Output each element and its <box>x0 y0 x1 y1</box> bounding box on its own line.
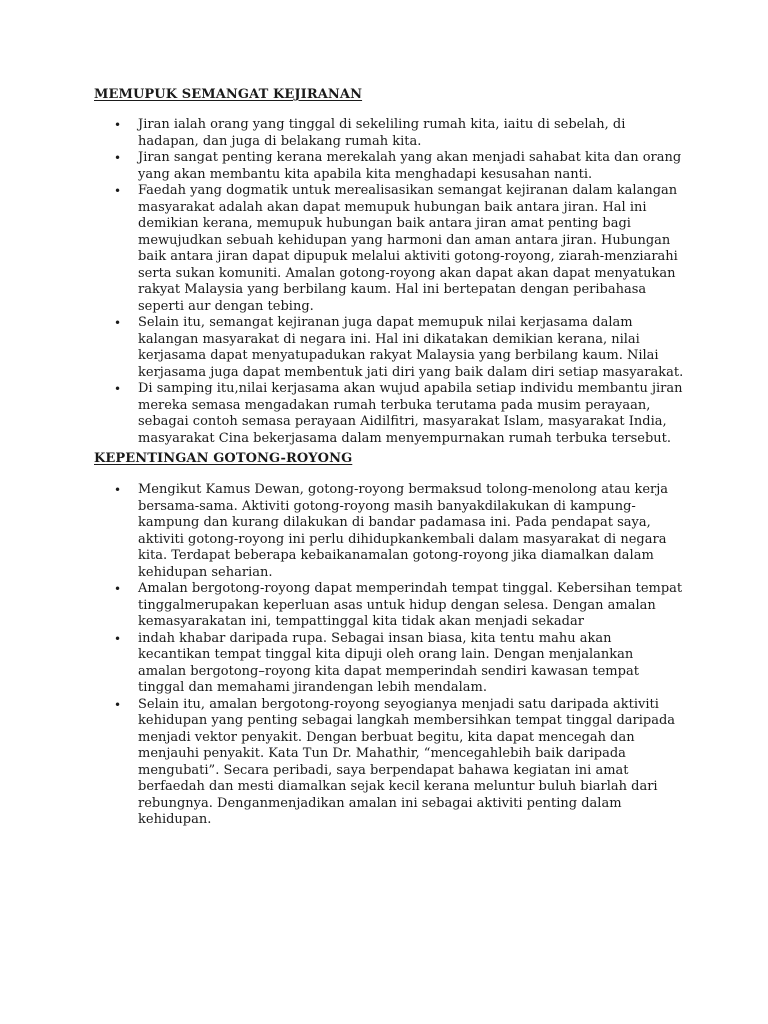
bullet-icon: • <box>114 582 122 596</box>
bullet-icon: • <box>114 697 122 712</box>
list-item <box>94 381 684 447</box>
list-item-text: Di samping itu,nilai kerjasama akan wujud apabila setiap individu membantu jiran mereka semasa mengadakan rumah terbuka terutama pada musim perayaan, sebagai contoh semasa perayaan Aidilfitri, masyarakat Islam, masyarakat India, masyarakat Cina bekerjasama dalam menyempurnakan rumah terbuka tersebut. <box>138 381 683 446</box>
kejiranan-list <box>94 117 684 447</box>
list-item-text: Jiran sangat penting kerana merekalah yang akan menjadi sahabat kita dan orang yang akan membantu kita apabila kita menghadapi kesusahan nanti. <box>138 150 682 182</box>
list-item-text: Amalan bergotong-royong dapat memperindah tempat tinggal. Kebersihan tempat tinggalmerupakan keperluan asas untuk hidup dengan selesa. Dengan amalan kemasyarakatan ini, tempattinggal kita tidak akan menjadi sekadar <box>138 581 683 629</box>
list-item-text: Jiran ialah orang yang tinggal di sekeliling rumah kita, iaitu di sebelah, di hadapan, dan juga di belakang rumah kita. <box>138 117 626 149</box>
list-item <box>94 631 684 697</box>
list-item <box>94 697 684 829</box>
gotong-royong-list <box>94 482 684 829</box>
bullet-icon: • <box>114 483 122 497</box>
bullet-icon: • <box>114 316 122 330</box>
list-item-text: Faedah yang dogmatik untuk merealisasikan semangat kejiranan dalam kalangan masyarakat adalah akan dapat memupuk hubungan baik antara jiran. Hal ini demikian kerana, memupuk hubungan baik antara jiran amat penting bagi mewujudkan sebuah kehidupan yang harmoni dan aman antara jiran. Hubungan baik antara jiran dapat dipupuk melalui aktiviti gotong-royong, ziarah-menziarahi serta sukan komuniti. Amalan gotong-royong akan dapat akan dapat menyatukan rakyat Malaysia yang berbilang kaum. Hal ini bertepatan dengan peribahasa seperti aur dengan tebing. <box>138 183 678 314</box>
bullet-icon: • <box>114 184 122 198</box>
list-item-text: Mengikut Kamus Dewan, gotong-royong bermaksud tolong-menolong atau kerja bersama-sama. Aktiviti gotong-royong masih banyakdilakukan di kampung-kampung dan kurang dilakukan di bandar padamasa ini. Pada pendapat saya, aktiviti gotong-royong ini perlu dihidupkankembali dalam masyarakat di negara kita. Terdapat beberapa kebaikanamalan gotong-royong jika diamalkan dalam kehidupan seharian. <box>138 482 669 580</box>
list-item <box>94 581 684 631</box>
bullet-icon: • <box>114 631 122 646</box>
bullet-icon: • <box>114 151 122 165</box>
list-item-text: Selain itu, semangat kejiranan juga dapat memupuk nilai kerjasama dalam kalangan masyarakat di negara ini. Hal ini dikatakan demikian kerana, nilai kerjasama dapat menyatupadukan rakyat Malaysia yang berbilang kaum. Nilai kerjasama juga dapat membentuk jati diri yang baik dalam diri setiap masyarakat. <box>138 315 684 380</box>
list-item <box>94 150 684 183</box>
list-item <box>94 482 684 581</box>
list-item-text: Selain itu, amalan bergotong-royong seyogianya menjadi satu daripada aktiviti kehidupan yang penting sebagai langkah membersihkan tempat tinggal daripada menjadi vektor penyakit. Dengan berbuat begitu, kita dapat mencegah dan menjauhi penyakit. Kata Tun Dr. Mahathir, “mencegahlebih baik daripada mengubati”. Secara peribadi, saya berpendapat bahawa kegiatan ini amat berfaedah dan mesti diamalkan sejak kecil kerana meluntur buluh biarlah dari rebungnya. Denganmenjadikan amalan ini sebagai aktiviti penting dalam kehidupan. <box>138 696 676 827</box>
list-item-text: indah khabar daripada rupa. Sebagai insan biasa, kita tentu mahu akan kecantikan tempat tinggal kita dipuji oleh orang lain. Dengan menjalankan amalan bergotong–royong kita dapat memperindah sendiri kawasan tempat tinggal dan memahami jirandengan lebih mendalam. <box>138 630 639 695</box>
section-heading-kejiranan: MEMUPUK SEMANGAT KEJIRANAN <box>94 87 363 102</box>
list-item <box>94 117 684 150</box>
list-item <box>94 183 684 315</box>
section-heading-gotong-royong: KEPENTINGAN GOTONG-ROYONG <box>94 451 353 466</box>
list-item <box>94 315 684 381</box>
bullet-icon: • <box>114 382 122 396</box>
bullet-icon: • <box>114 118 122 132</box>
